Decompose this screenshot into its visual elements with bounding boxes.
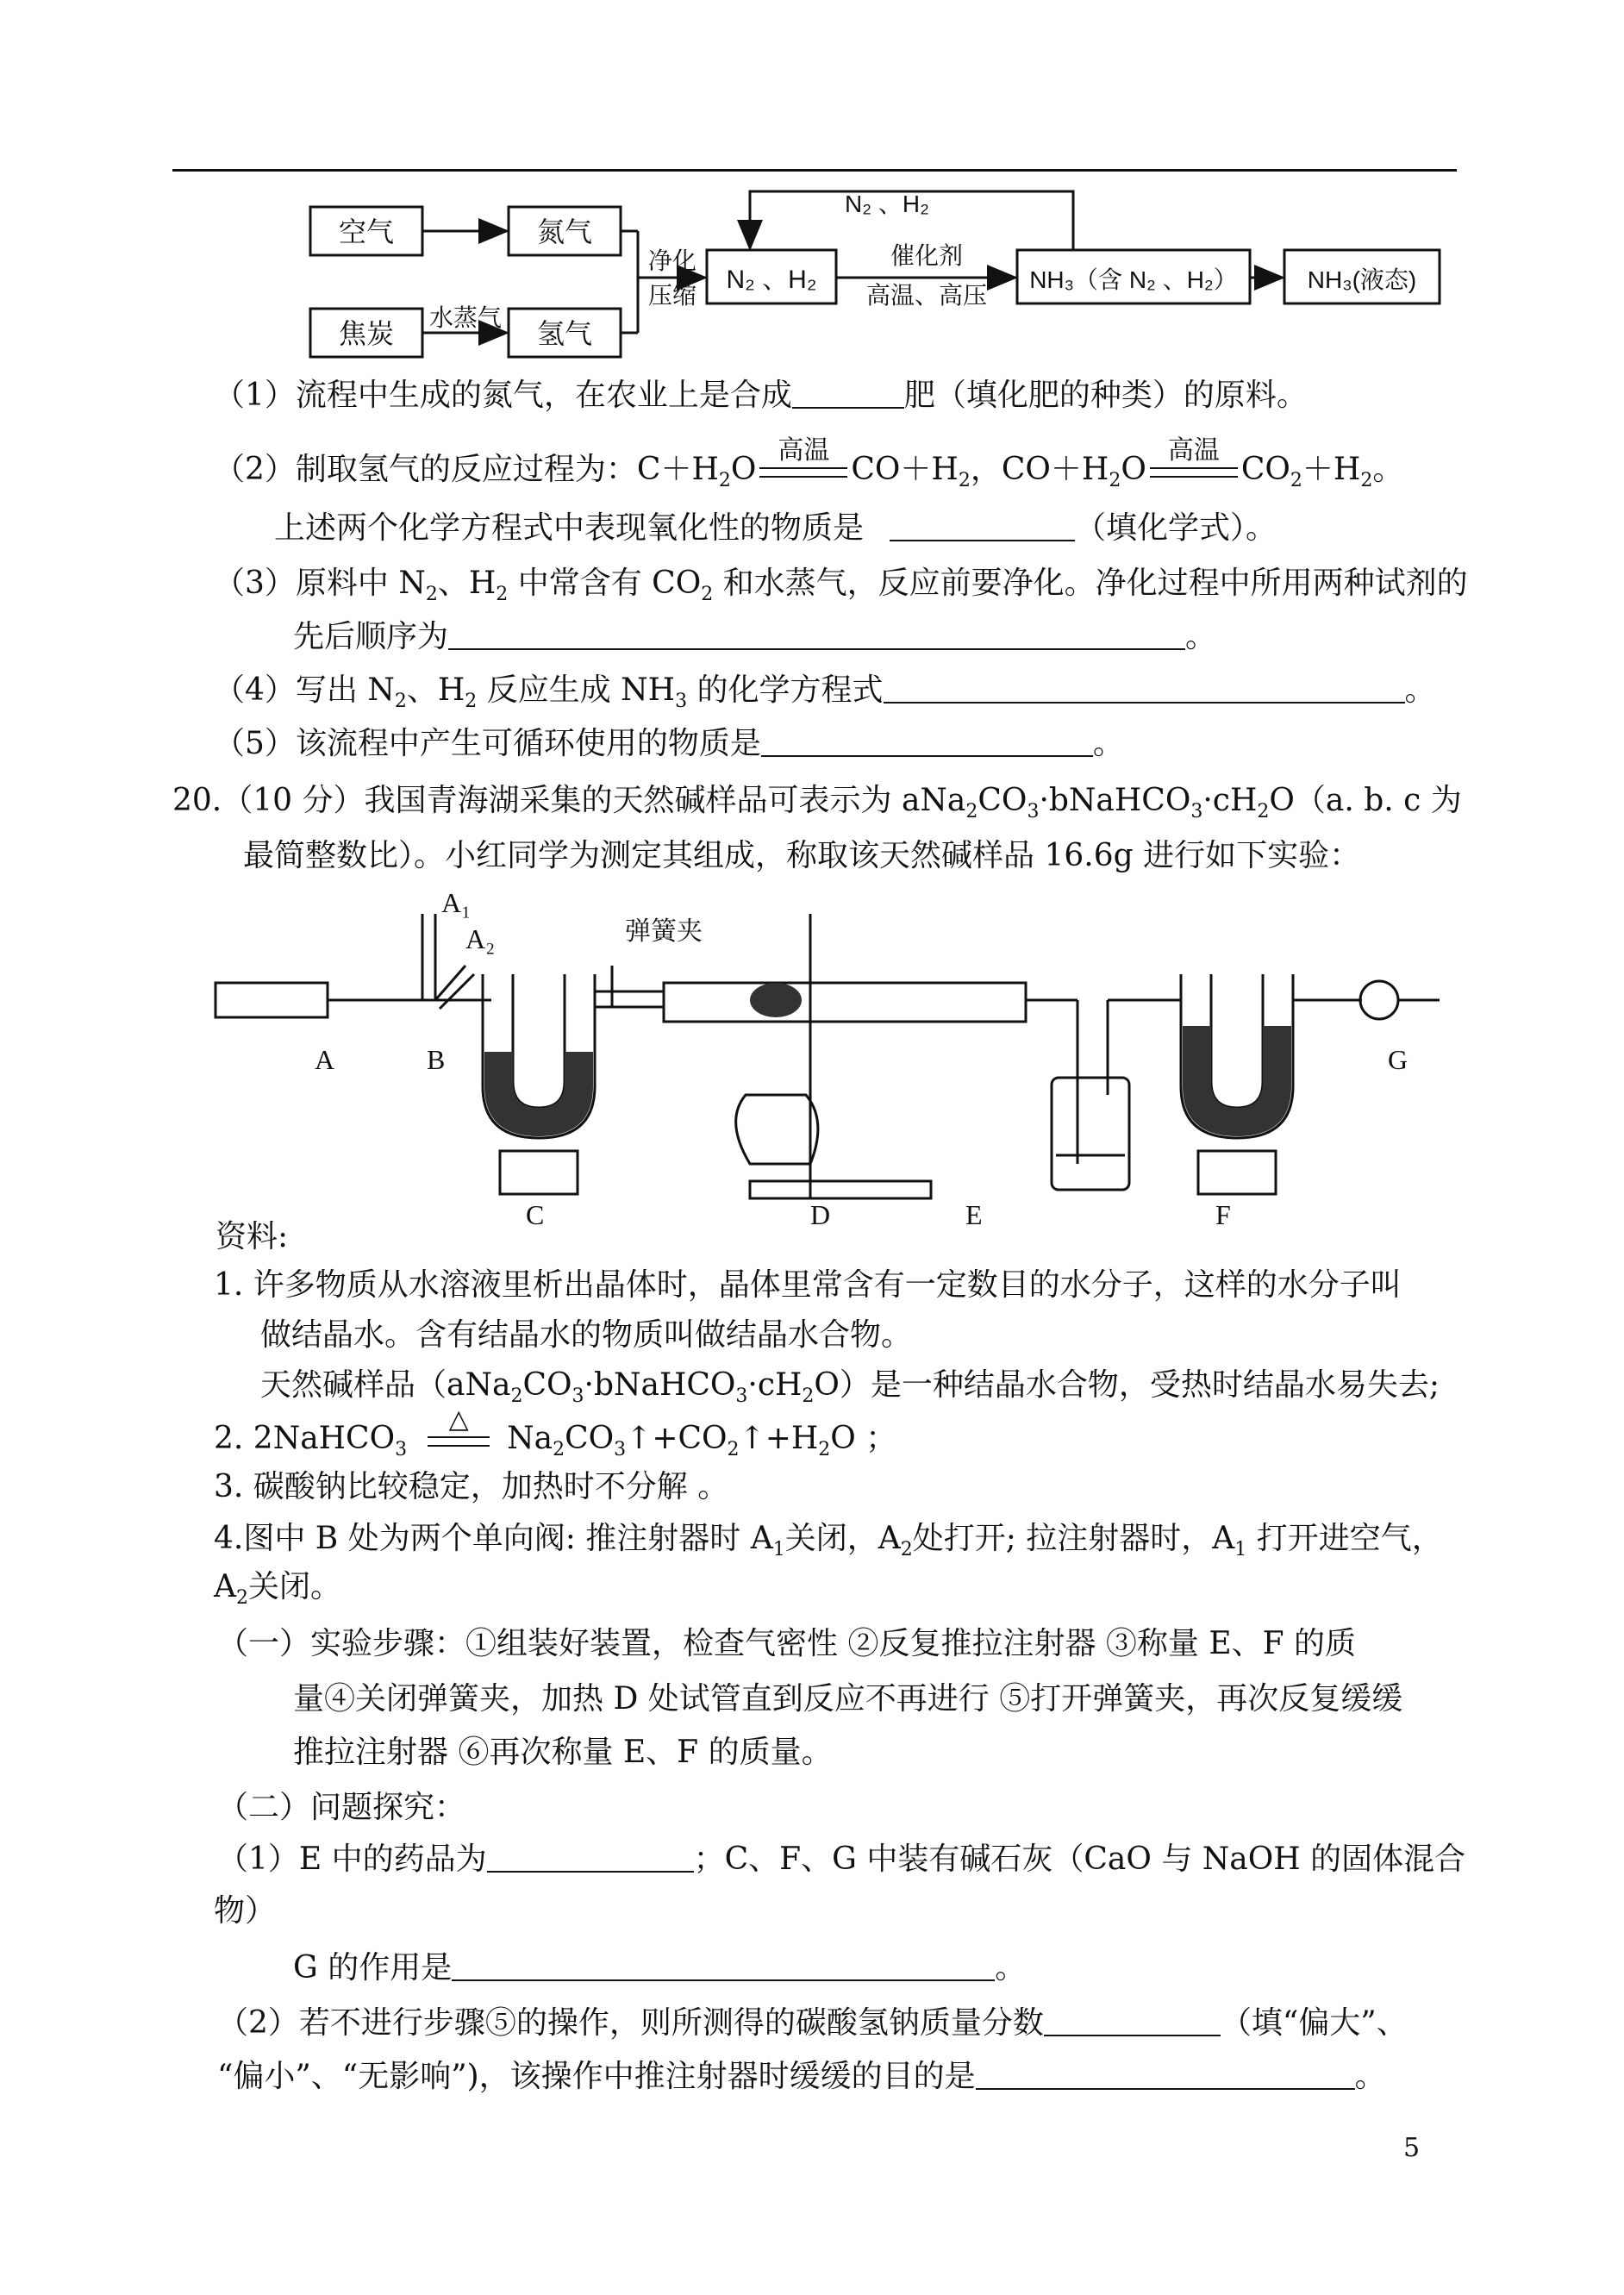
compress-label: 压缩 xyxy=(647,282,697,309)
e-bottle xyxy=(1052,1078,1129,1190)
info-3: 3. 碳酸钠比较稳定，加热时不分解 。 xyxy=(214,1469,729,1504)
steps-line1: （一）实验步骤：①组装好装置，检查气密性 ②反复推拉注射器 ③称量 E、F 的质 xyxy=(217,1626,1357,1661)
q2-eq2-right: CO xyxy=(1240,452,1290,487)
label-F: F xyxy=(1215,1199,1231,1230)
g-drying-tube xyxy=(1360,981,1398,1019)
q5-blank[interactable] xyxy=(761,724,1093,757)
question-20-line2: 最简整数比）。小红同学为测定其组成，称取该天然碱样品 16.6g 进行如下实验： xyxy=(243,838,1361,873)
nh3-mixture-label: NH₃（含 N₂ 、H₂） xyxy=(1029,266,1238,293)
steps-line2: 量④关闭弹簧夹，加热 D 处试管直到反应不再进行 ⑤打开弹簧夹，再次反复缓缓 xyxy=(293,1681,1403,1717)
q4-blank[interactable] xyxy=(884,671,1405,704)
clip-label: 弹簧夹 xyxy=(625,917,703,946)
question-5: （5）该流程中产生可循环使用的物质是 。 xyxy=(214,726,1124,761)
mix-label: N₂ 、H₂ xyxy=(726,266,817,294)
syringe-barrel xyxy=(215,983,328,1017)
label-A: A xyxy=(315,1044,335,1075)
air-label: 空气 xyxy=(338,216,395,247)
q2-eq1-left: C＋H xyxy=(636,452,719,487)
info-2: 2. 2NaHCO$_3$ △ $Na_2CO_3↑+CO_2↑+H_2O$ ； xyxy=(214,1404,897,1460)
info-1-line2: 做结晶水。含有结晶水的物质叫做结晶水合物。 xyxy=(260,1317,913,1353)
page-number: 5 xyxy=(1403,2133,1421,2163)
d-test-tube xyxy=(664,983,1026,1022)
question-20: 20.（10 分）我国青海湖采集的天然碱样品可表示为 $aNa_2CO_3\cdot bNaHCO_3\cdot cH_2O(a$. b. c 为 xyxy=(172,783,1462,822)
explore-q1-line3: G 的作用是 。 xyxy=(293,1950,1027,1985)
q2-eq2-left: CO＋H xyxy=(1001,452,1109,487)
question-3: （3）原料中 $N_2$、$H_2$ 中常含有 $CO_2$ 和水蒸气，反应前要净化。净化过程中所用两种试剂的 xyxy=(214,566,1468,605)
q1-blank[interactable] xyxy=(792,376,904,409)
explore-q2: （2）若不进行步骤⑤的操作，则所测得的碳酸氢钠质量分数 （填“偏大”、 xyxy=(217,2005,1408,2041)
label-E: E xyxy=(965,1199,983,1230)
nitrogen-label: 氮气 xyxy=(536,216,593,247)
explore-g-blank[interactable] xyxy=(452,1948,995,1981)
header-rule xyxy=(172,169,1457,172)
a2-label: A₂ xyxy=(465,923,496,954)
q2-line2-end: （填化学式）。 xyxy=(1075,510,1277,546)
label-D: D xyxy=(810,1199,831,1230)
q1-text-end: 肥（填化肥的种类）的原料。 xyxy=(903,378,1308,413)
purify-label: 净化 xyxy=(647,247,697,274)
explore-q1-blank[interactable] xyxy=(487,1840,694,1873)
q2-line2-text: 上述两个化学方程式中表现氧化性的物质是 xyxy=(274,510,865,546)
f-stand xyxy=(1198,1151,1276,1194)
q2-eq1-arrow: 高温 xyxy=(756,450,851,490)
coke-label: 焦炭 xyxy=(338,318,395,349)
explore-q2-line2: “偏小”、“无影响”)，该操作中推注射器时缓缓的目的是 。 xyxy=(217,2059,1386,2094)
steam-label: 水蒸气 xyxy=(428,304,503,331)
explore-q1: （1）E 中的药品为 ；C、F、G 中装有碱石灰（CaO 与 NaOH 的固体混合 xyxy=(217,1842,1466,1877)
question-4: （4）写出 $N_2$、$H_2$ 反应生成 $NH_3$ 的化学方程式 。 xyxy=(214,672,1436,712)
explore-q2-blank[interactable] xyxy=(1044,2004,1221,2036)
q2-blank[interactable] xyxy=(890,509,1075,541)
question-2: （2）制取氢气的反应过程为：$C+H_2O$ 高温 $CO+H_2$，$CO+H_2O$ 高温 $CO_2+H_2$。 xyxy=(214,435,1404,491)
question-3-line2: 先后顺序为 。 xyxy=(293,619,1217,654)
info-4-line2: $A_2$关闭。 xyxy=(214,1569,342,1609)
steps-line3: 推拉注射器 ⑥再次称量 E、F 的质量。 xyxy=(293,1735,833,1770)
c-stand xyxy=(500,1151,578,1194)
hydrogen-label: 氢气 xyxy=(536,318,593,349)
q2-eq1-right: CO＋H xyxy=(851,452,959,487)
ammonia-flow-diagram xyxy=(293,181,1448,362)
nh3-liquid-label: NH₃(液态) xyxy=(1307,266,1417,293)
question-2-line2 xyxy=(274,509,1277,548)
info-4: 4.图中 B 处为两个单向阀: 推注射器时 $A_1$关闭，$A_2$处打开; 拉注射器时，$A_1$ 打开进空气， xyxy=(214,1521,1443,1560)
heat-arrow: △ xyxy=(424,1419,493,1459)
q1-text: （1）流程中生成的氮气，在农业上是合成 xyxy=(214,378,792,413)
explore-q1-line2: 物） xyxy=(214,1893,277,1929)
q2-text: （2）制取氢气的反应过程为： xyxy=(214,452,637,487)
alcohol-lamp xyxy=(736,1095,818,1164)
d-stand-base xyxy=(750,1181,931,1198)
info-title: 资料: xyxy=(215,1219,289,1254)
explore-title: （二）问题探究： xyxy=(217,1790,466,1825)
label-B: B xyxy=(427,1044,446,1075)
conditions-label: 高温、高压 xyxy=(865,282,988,309)
catalyst-label: 催化剂 xyxy=(890,242,964,269)
recycle-label: N₂ 、H₂ xyxy=(845,191,929,217)
label-G: G xyxy=(1388,1044,1409,1075)
label-C: C xyxy=(526,1199,545,1230)
q2-eq2-arrow: 高温 xyxy=(1146,450,1241,490)
q3-blank[interactable] xyxy=(448,617,1185,650)
a1-label: A₁ xyxy=(441,887,472,918)
apparatus-diagram xyxy=(207,887,1448,1230)
question-1 xyxy=(214,376,1308,416)
explore-q2-purpose-blank[interactable] xyxy=(976,2057,1355,2090)
info-1-line3: 天然碱样品$(aNa_2CO_3\cdot bNaHCO_3\cdot cH_2O)$是一种结晶水合物，受热时结晶水易失去; xyxy=(260,1367,1440,1407)
info-1: 1. 许多物质从水溶液里析出晶体时，晶体里常含有一定数目的水分子，这样的水分子叫 xyxy=(214,1267,1402,1303)
